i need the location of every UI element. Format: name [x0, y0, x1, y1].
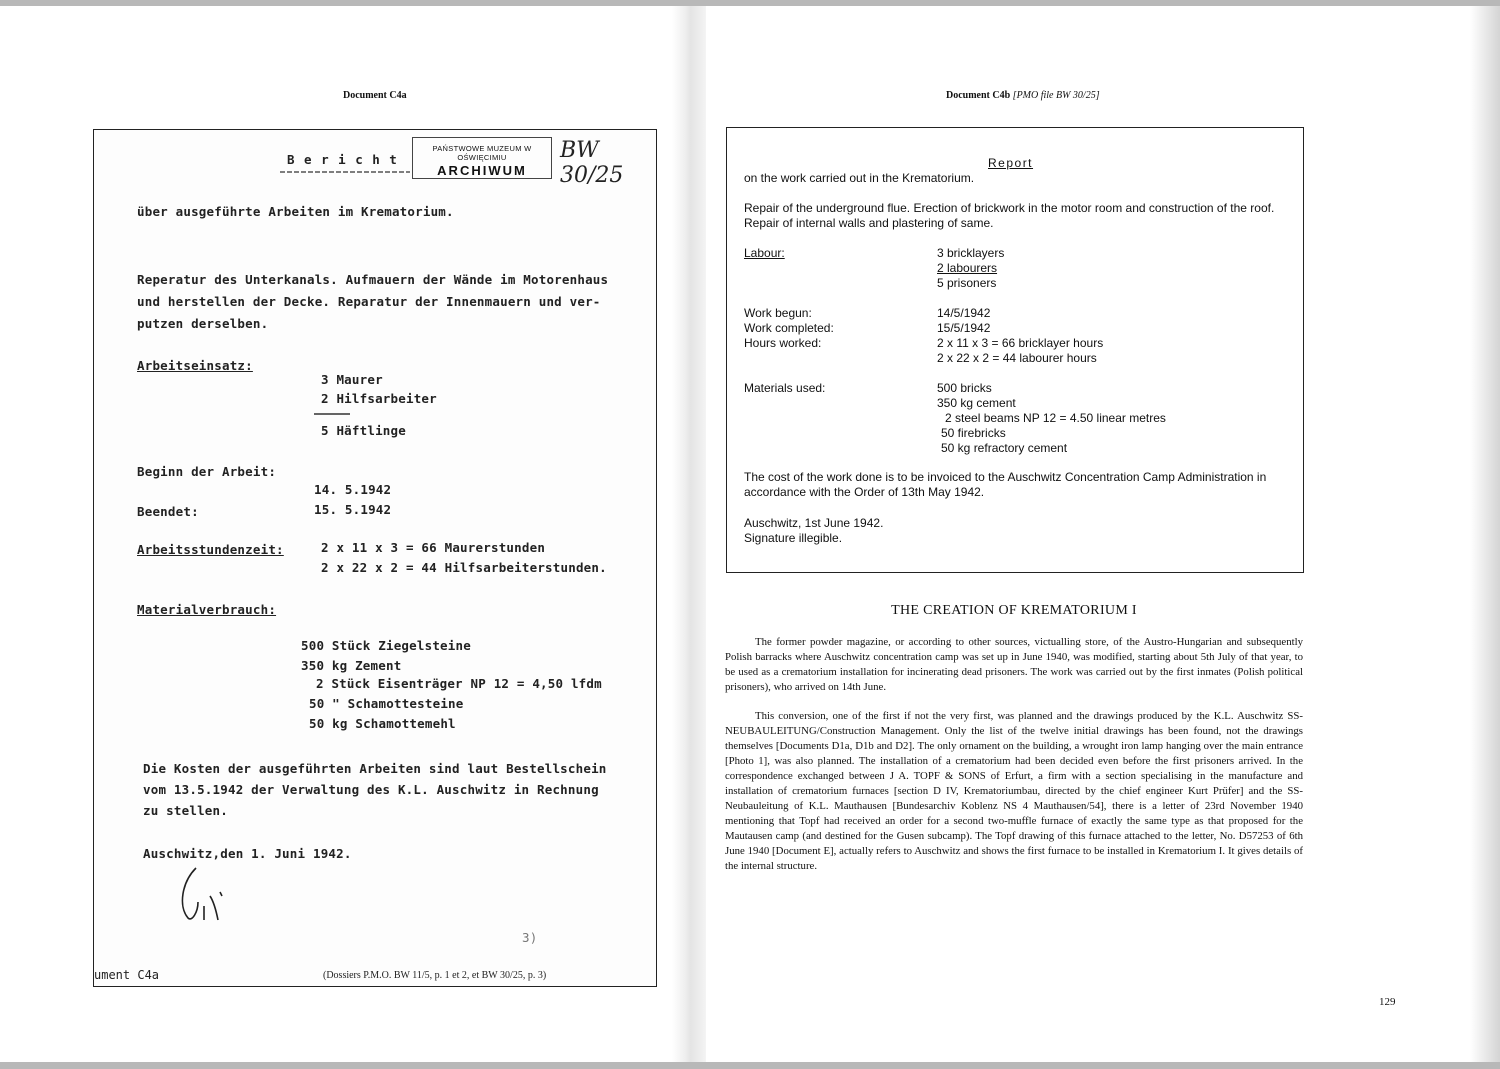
translation-material-item: 50 kg refractory cement: [941, 441, 1068, 455]
stamp-line-1: PAŃSTWOWE MUZEUM W OŚWIĘCIMIU: [432, 144, 532, 162]
original-place-date: Auschwitz,den 1. Juni 1942.: [143, 846, 352, 861]
translation-place-date: Auschwitz, 1st June 1942.: [744, 516, 884, 530]
translation-completed-label: Work completed:: [744, 321, 834, 335]
right-heading-ref: [PMO file BW 30/25]: [1012, 90, 1100, 101]
translation-material-item: 50 firebricks: [941, 426, 1006, 440]
original-labour-label: Arbeitseinsatz:: [137, 358, 253, 373]
original-hours-label: Arbeitsstundenzeit:: [137, 542, 284, 557]
translation-labour-item: 5 prisoners: [937, 276, 997, 290]
book-spread: [0, 6, 1500, 1062]
translation-cost-line: The cost of the work done is to be invoiced to the Auschwitz Concentration Camp Administration in: [744, 470, 1267, 484]
title-underline: [280, 170, 412, 174]
left-document-heading: Document C4a: [343, 90, 407, 101]
page-edge-shadow: [1470, 6, 1500, 1062]
original-title: B e r i c h t: [287, 152, 398, 167]
original-hours-line: 2 x 11 x 3 = 66 Maurerstunden: [321, 540, 546, 555]
translation-hours-line: 2 x 22 x 2 = 44 labourer hours: [937, 351, 1097, 365]
translation-cost-line: accordance with the Order of 13th May 1942.: [744, 485, 985, 499]
book-gutter: [672, 6, 706, 1062]
translation-labour-label: Labour:: [744, 246, 785, 260]
translation-material-item: 500 bricks: [937, 381, 992, 395]
labour-sum-line: [314, 412, 354, 416]
section-title: THE CREATION OF KREMATORIUM I: [891, 603, 1137, 618]
original-materials-label: Materialverbrauch:: [137, 602, 277, 617]
right-heading-label: Document C4b: [946, 90, 1011, 101]
original-begun-label: Beginn der Arbeit:: [137, 464, 277, 479]
original-labour-item: 2 Hilfsarbeiter: [321, 391, 437, 406]
translation-body-line: Repair of the underground flue. Erection of brickwork in the motor room and construction of the roof.: [744, 201, 1275, 215]
original-report-scan: [93, 129, 657, 987]
original-cost-line: vom 13.5.1942 der Verwaltung des K.L. Auschwitz in Rechnung: [143, 782, 599, 797]
original-material-item: 50 kg Schamottemehl: [309, 716, 456, 731]
page-pencil-mark: 3): [522, 930, 538, 945]
original-cost-line: zu stellen.: [143, 803, 228, 818]
original-cost-line: Die Kosten der ausgeführten Arbeiten sind laut Bestellschein: [143, 761, 607, 776]
archive-stamp: [412, 137, 552, 179]
body-paragraph: The former powder magazine, or according to other sources, victualling store, of the Austro-Hungarian and subsequently Polish barracks where Auschwitz concentration camp was set up in June 1940, was modified, starting about 5th July of that year, to be used as a crematorium installation for incinerating dead prisoners. The work was carried out by the first inmates (Polish political prisoners), who arrived on 14th June.: [725, 636, 1303, 693]
translation-begun-label: Work begun:: [744, 306, 812, 320]
source-citation: (Dossiers P.M.O. BW 11/5, p. 1 et 2, et BW 30/25, p. 3): [323, 970, 547, 981]
translation-material-item: 350 kg cement: [937, 396, 1016, 410]
original-body-line: und herstellen der Decke. Reparatur der Innenmauern und ver-: [137, 294, 601, 309]
body-paragraph: This conversion, one of the first if not the very first, was planned and the drawings produced by the K.L. Auschwitz SS-NEUBAULEITUNG/Construction Management. Only the list of the twelve initial drawings has been found, not the drawings themselves [Documents D1a, D1b and D2]. The only ornament on the building, a wrought iron lamp hanging over the main entrance [Photo 1], was also planned. The installation of a crematorium had been decided even before the first prisoners arrived. In the correspondence exchanged between J A. TOPF & SONS of Erfurt, a firm with a section specialising in the manufacture and installation of crematorium furnaces [section D IV, Krematoriumbau, directed by the chief engineer Kurt Prüfer] and the SS-Neubauleitung of K.L. Mauthausen [Bundesarchiv Koblenz NS 4 Mauthausen/54], there is a letter of 23rd November 1940 mentioning that Topf had received an order for a second two-muffle furnace of exactly the same type as that proposed for the Mautausen camp (and destined for the Gusen subcamp). The Topf drawing of this furnace attached to the letter, No. D57253 of 6th June 1940 [Document E], actually refers to Auschwitz and shows the first furnace to be installed in Krematorium I. It gives details of the internal structure.: [725, 710, 1303, 872]
original-material-item: 50 " Schamottesteine: [309, 696, 464, 711]
document-label-footer: ument C4a: [94, 968, 160, 982]
handwritten-signature: [174, 862, 244, 926]
original-material-item: 2 Stück Eisenträger NP 12 = 4,50 lfdm: [316, 676, 602, 691]
right-document-heading: [946, 90, 1100, 101]
original-labour-item: 3 Maurer: [321, 372, 383, 387]
original-labour-item: 5 Häftlinge: [321, 423, 406, 438]
original-begun-value: 14. 5.1942: [314, 482, 392, 497]
translation-materials-label: Materials used:: [744, 381, 826, 395]
page-number: 129: [1379, 996, 1396, 1008]
translation-begun-value: 14/5/1942: [937, 306, 991, 320]
stamp-line-2: ARCHIWUM: [437, 163, 527, 178]
translation-labour-item: 2 labourers: [937, 261, 998, 275]
original-material-item: 500 Stück Ziegelsteine: [301, 638, 471, 653]
translation-labour-item: 3 bricklayers: [937, 246, 1005, 260]
translation-hours-label: Hours worked:: [744, 336, 822, 350]
translation-subtitle: on the work carried out in the Krematorium.: [744, 171, 975, 185]
translation-hours-line: 2 x 11 x 3 = 66 bricklayer hours: [937, 336, 1104, 350]
translation-signature: Signature illegible.: [744, 531, 843, 545]
translation-title: Report: [988, 156, 1034, 170]
original-material-item: 350 kg Zement: [301, 658, 402, 673]
translation-box: [726, 127, 1304, 573]
translation-completed-value: 15/5/1942: [937, 321, 991, 335]
original-ended-value: 15. 5.1942: [314, 502, 392, 517]
archive-handwritten-mark: BW 30/25: [560, 138, 624, 188]
translation-material-item: 2 steel beams NP 12 = 4.50 linear metres: [945, 411, 1166, 425]
translation-body-line: Repair of internal walls and plastering of same.: [744, 216, 994, 230]
original-body-line: Reperatur des Unterkanals. Aufmauern der Wände im Motorenhaus: [137, 272, 609, 287]
original-ended-label: Beendet:: [137, 504, 199, 519]
original-subject: über ausgeführte Arbeiten im Krematorium.: [137, 204, 454, 219]
original-hours-line: 2 x 22 x 2 = 44 Hilfsarbeiterstunden.: [321, 560, 607, 575]
original-body-line: putzen derselben.: [137, 316, 269, 331]
